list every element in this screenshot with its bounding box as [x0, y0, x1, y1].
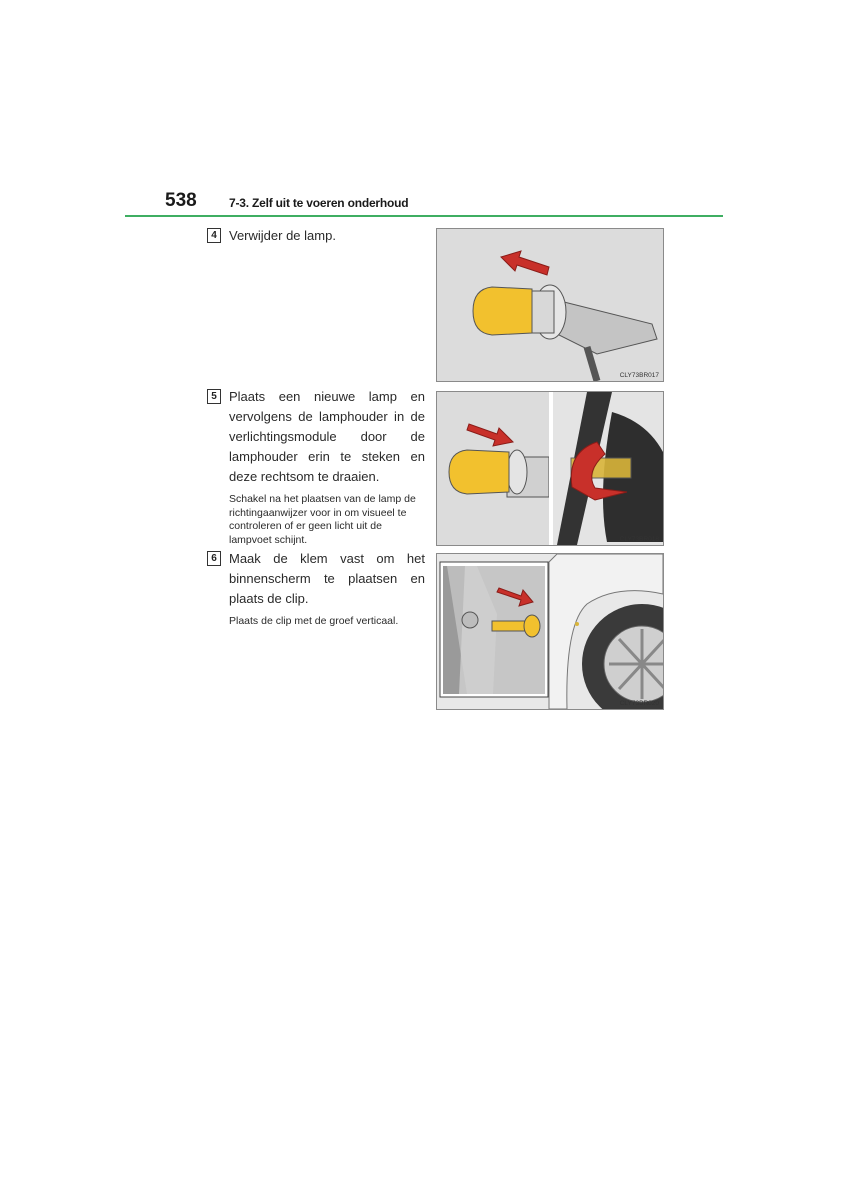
step-6: [207, 549, 425, 629]
figure-code: CLY73BR017: [619, 372, 659, 379]
figure-code: CLY73BR020: [619, 700, 659, 707]
page-number: 538: [165, 190, 197, 211]
step-5: [207, 387, 425, 547]
step-text: Verwijder de lamp.: [229, 228, 336, 243]
step-note: Plaats de clip met de groef verticaal.: [229, 615, 399, 627]
step-number: 6: [207, 551, 221, 566]
bulb-removal-illustration: [437, 229, 663, 381]
figure-install-clip: [436, 553, 664, 710]
step-text: Maak de klem vast om het binnenscherm te plaatsen en plaats de clip.: [229, 551, 425, 606]
clip-install-illustration: [437, 554, 663, 709]
step-text: Plaats een nieuwe lamp en vervolgens de lamphouder in de verlichtingsmodule door de lamphouder erin te steken en deze rechtsom te draaien.: [229, 389, 425, 484]
section-title: 7-3. Zelf uit te voeren onderhoud: [229, 196, 409, 210]
step-note: Schakel na het plaatsen van de lamp de richtingaanwijzer voor in om visueel te controleren of er geen licht uit de lampvoet schijnt.: [229, 493, 416, 546]
figure-install-bulb: [436, 391, 664, 546]
figure-code: CLY73BR018: [619, 536, 659, 543]
bulb-install-illustration: [437, 392, 663, 545]
header-rule: [125, 215, 723, 217]
figure-remove-bulb: [436, 228, 664, 382]
step-number: 4: [207, 228, 221, 243]
step-4: [207, 226, 425, 246]
step-number: 5: [207, 389, 221, 404]
